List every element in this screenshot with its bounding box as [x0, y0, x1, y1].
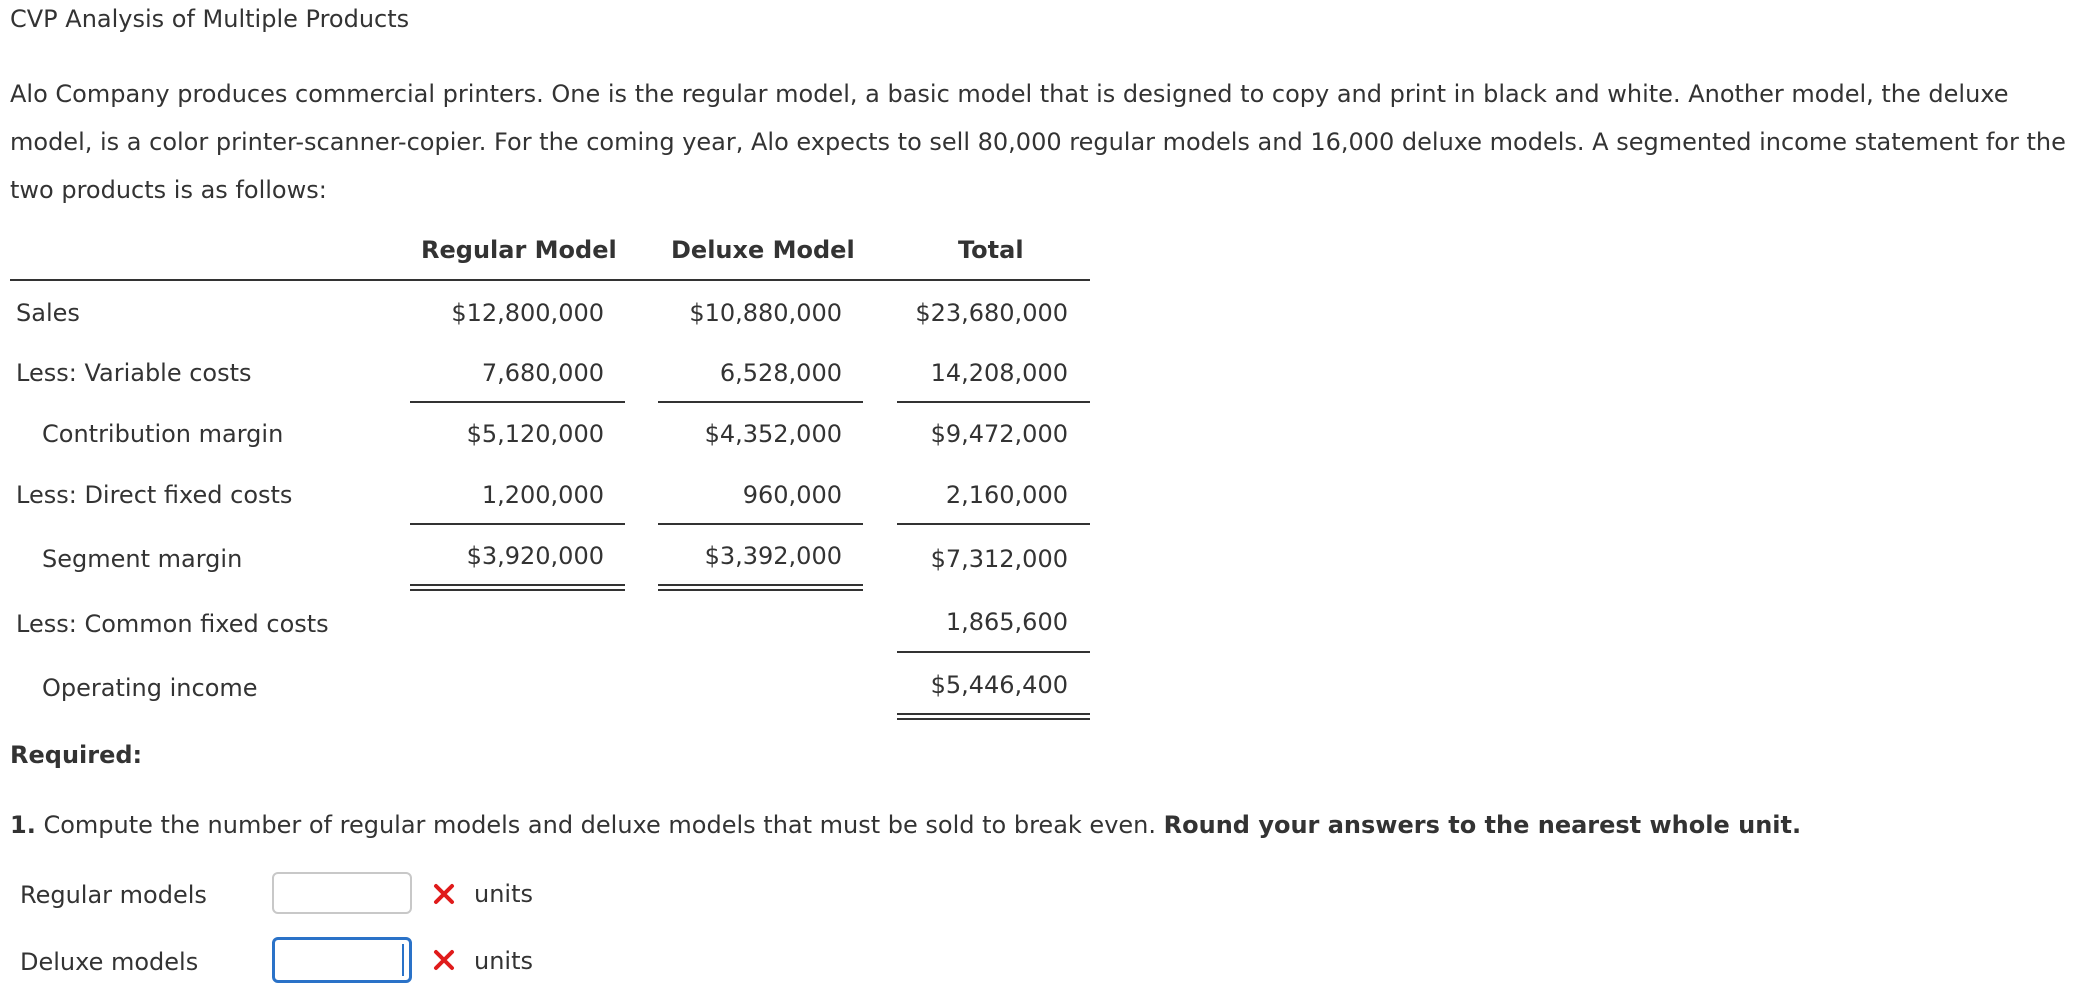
- double-underline-oi-1: [897, 713, 1090, 715]
- underline-variable-regular: [410, 401, 625, 403]
- cell-sales-total: $23,680,000: [915, 299, 1068, 327]
- question-rounding-instruction: Round your answers to the nearest whole unit.: [1163, 811, 1802, 839]
- underline-dfc-regular: [410, 523, 625, 525]
- unit-label-regular: units: [474, 880, 534, 908]
- cell-sales-regular: $12,800,000: [451, 299, 604, 327]
- question-number: 1.: [10, 811, 36, 839]
- row-label-contribution-margin: Contribution margin: [42, 420, 284, 448]
- question-text: Compute the number of regular models and deluxe models that must be sold to break even.: [43, 811, 1156, 839]
- cell-dfc-deluxe: 960,000: [742, 481, 842, 509]
- cell-variable-total: 14,208,000: [930, 359, 1068, 387]
- row-label-direct-fixed-costs: Less: Direct fixed costs: [16, 481, 293, 509]
- cell-sm-total: $7,312,000: [930, 545, 1068, 573]
- underline-dfc-deluxe: [658, 523, 863, 525]
- double-underline-sm-deluxe-1: [658, 584, 863, 586]
- cell-dfc-total: 2,160,000: [945, 481, 1068, 509]
- cell-cfc-total: 1,865,600: [945, 608, 1068, 636]
- row-label-segment-margin: Segment margin: [42, 545, 243, 573]
- header-rule: [10, 279, 1090, 281]
- cell-sm-deluxe: $3,392,000: [704, 542, 842, 570]
- cell-sm-regular: $3,920,000: [466, 542, 604, 570]
- underline-dfc-total: [897, 523, 1090, 525]
- row-label-operating-income: Operating income: [42, 674, 258, 702]
- cell-cm-total: $9,472,000: [930, 420, 1068, 448]
- problem-intro: Alo Company produces commercial printers. One is the regular model, a basic model that is designed to copy and print in black and white. Another model, the deluxe model, is a color printer-scanner-copier. For the coming year, Alo expects to sell 80,000 regular models and 16,000 deluxe models. A segmented income statement for the two products is as follows:: [10, 80, 2066, 204]
- unit-label-deluxe: units: [474, 947, 534, 975]
- cell-variable-deluxe: 6,528,000: [719, 359, 842, 387]
- incorrect-x-icon: [433, 883, 455, 905]
- header-deluxe-model: Deluxe Model: [671, 236, 855, 264]
- double-underline-oi-2: [897, 718, 1090, 720]
- incorrect-x-icon: [433, 949, 455, 971]
- header-regular-model: Regular Model: [421, 236, 617, 264]
- cell-cm-regular: $5,120,000: [466, 420, 604, 448]
- regular-models-input[interactable]: [272, 872, 412, 914]
- text-caret: [402, 944, 404, 976]
- underline-cfc-total: [897, 651, 1090, 653]
- double-underline-sm-regular-2: [410, 589, 625, 591]
- row-label-common-fixed-costs: Less: Common fixed costs: [16, 610, 329, 638]
- deluxe-models-input[interactable]: [272, 937, 412, 983]
- answer-label-deluxe: Deluxe models: [20, 948, 199, 976]
- underline-variable-total: [897, 401, 1090, 403]
- row-label-sales: Sales: [16, 299, 80, 327]
- page-title: CVP Analysis of Multiple Products: [10, 5, 410, 33]
- cell-oi-total: $5,446,400: [930, 671, 1068, 699]
- double-underline-sm-regular-1: [410, 584, 625, 586]
- question-1: [10, 809, 1801, 841]
- header-total: Total: [958, 236, 1024, 264]
- row-label-variable-costs: Less: Variable costs: [16, 359, 252, 387]
- cell-sales-deluxe: $10,880,000: [689, 299, 842, 327]
- underline-variable-deluxe: [658, 401, 863, 403]
- cell-cm-deluxe: $4,352,000: [704, 420, 842, 448]
- answer-label-regular: Regular models: [20, 881, 207, 909]
- required-heading: Required:: [10, 741, 143, 769]
- cell-dfc-regular: 1,200,000: [481, 481, 604, 509]
- cell-variable-regular: 7,680,000: [481, 359, 604, 387]
- double-underline-sm-deluxe-2: [658, 589, 863, 591]
